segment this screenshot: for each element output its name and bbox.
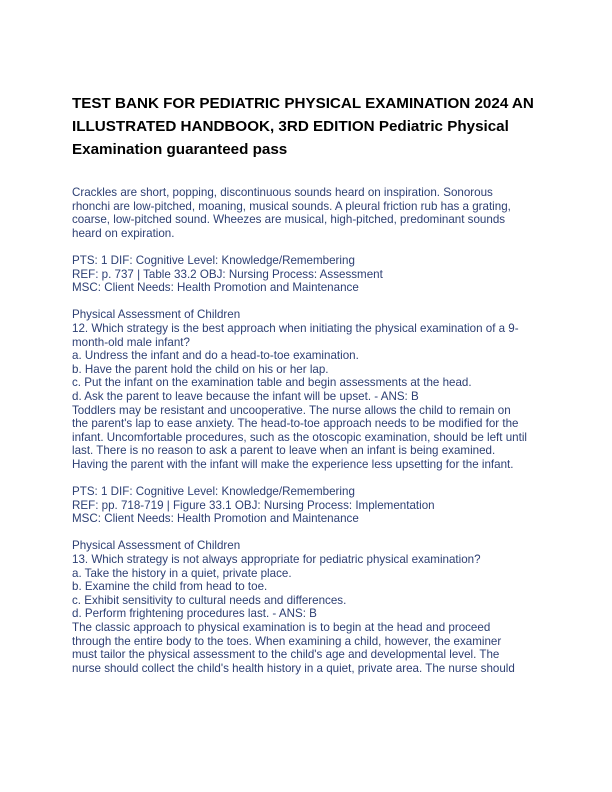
rationale-line: Having the parent with the infant will make the experience less upsetting for the infant.	[72, 457, 514, 471]
text-line: rhonchi are low-pitched, moaning, musical sounds. A pleural friction rub has a grating,	[72, 199, 511, 213]
title-line: TEST BANK FOR PEDIATRIC PHYSICAL EXAMINATION 2024 AN	[72, 95, 534, 112]
paragraph-gap	[72, 295, 552, 309]
answer-option: b. Examine the child from head to toe.	[72, 580, 268, 594]
answer-option: b. Have the parent hold the child on his or her lap.	[72, 362, 329, 376]
question-12-block	[72, 308, 552, 471]
section-heading: Physical Assessment of Children	[72, 539, 241, 553]
section-heading: Physical Assessment of Children	[72, 308, 241, 322]
paragraph-gap	[72, 240, 552, 254]
question-13-block	[72, 539, 552, 675]
text-line: heard on expiration.	[72, 226, 175, 240]
question-stem: month-old male infant?	[72, 335, 190, 349]
rationale-line: nurse should collect the child's health history in a quiet, private area. The nurse should	[72, 661, 515, 675]
question-stem: 12. Which strategy is the best approach when initiating the physical examination of a 9-	[72, 321, 519, 335]
rationale-line: infant. Uncomfortable procedures, such as the otoscopic examination, should be left until	[72, 430, 527, 444]
rationale-line: Toddlers may be resistant and uncooperative. The nurse allows the child to remain on	[72, 403, 511, 417]
text-line: PTS: 1 DIF: Cognitive Level: Knowledge/Remembering	[72, 253, 355, 267]
paragraph-gap	[72, 526, 552, 540]
answer-option: d. Perform frightening procedures last. - ANS: B	[72, 607, 317, 621]
rationale-line: through the entire body to the toes. When examining a child, however, the examiner	[72, 634, 502, 648]
answer-option: c. Put the infant on the examination table and begin assessments at the head.	[72, 376, 472, 390]
text-line: MSC: Client Needs: Health Promotion and Maintenance	[72, 512, 359, 526]
rationale-line: The classic approach to physical examination is to begin at the head and proceed	[72, 621, 491, 634]
text-line: MSC: Client Needs: Health Promotion and Maintenance	[72, 281, 359, 295]
metadata-block	[72, 485, 552, 526]
intro-paragraph	[72, 186, 552, 240]
text-line: PTS: 1 DIF: Cognitive Level: Knowledge/Remembering	[72, 485, 355, 499]
title-line: ILLUSTRATED HANDBOOK, 3RD EDITION Pediatric Physical	[72, 118, 509, 135]
answer-option: a. Undress the infant and do a head-to-toe examination.	[72, 349, 359, 363]
title-line: Examination guaranteed pass	[72, 141, 288, 158]
text-line: REF: pp. 718-719 | Figure 33.1 OBJ: Nursing Process: Implementation	[72, 498, 435, 512]
text-line: REF: p. 737 | Table 33.2 OBJ: Nursing Process: Assessment	[72, 267, 383, 281]
rationale-line: must tailor the physical assessment to the child's age and developmental level. The	[72, 648, 500, 662]
answer-option: c. Exhibit sensitivity to cultural needs and differences.	[72, 593, 347, 607]
answer-option: d. Ask the parent to leave because the infant will be upset. - ANS: B	[72, 389, 419, 403]
paragraph-gap	[72, 471, 552, 485]
text-line: coarse, low-pitched sound. Wheezes are musical, high-pitched, predominant sounds	[72, 213, 506, 227]
text-line: Crackles are short, popping, discontinuous sounds heard on inspiration. Sonorous	[72, 186, 493, 199]
answer-option: a. Take the history in a quiet, private place.	[72, 566, 292, 580]
document-body	[72, 186, 552, 675]
rationale-line: last. There is no reason to ask a parent to leave when an infant is being examined.	[72, 444, 496, 458]
document-title	[72, 92, 562, 161]
question-stem: 13. Which strategy is not always appropriate for pediatric physical examination?	[72, 553, 481, 567]
rationale-line: the parent's lap to ease anxiety. The head-to-toe approach needs to be modified for the	[72, 417, 519, 431]
metadata-block	[72, 254, 552, 295]
